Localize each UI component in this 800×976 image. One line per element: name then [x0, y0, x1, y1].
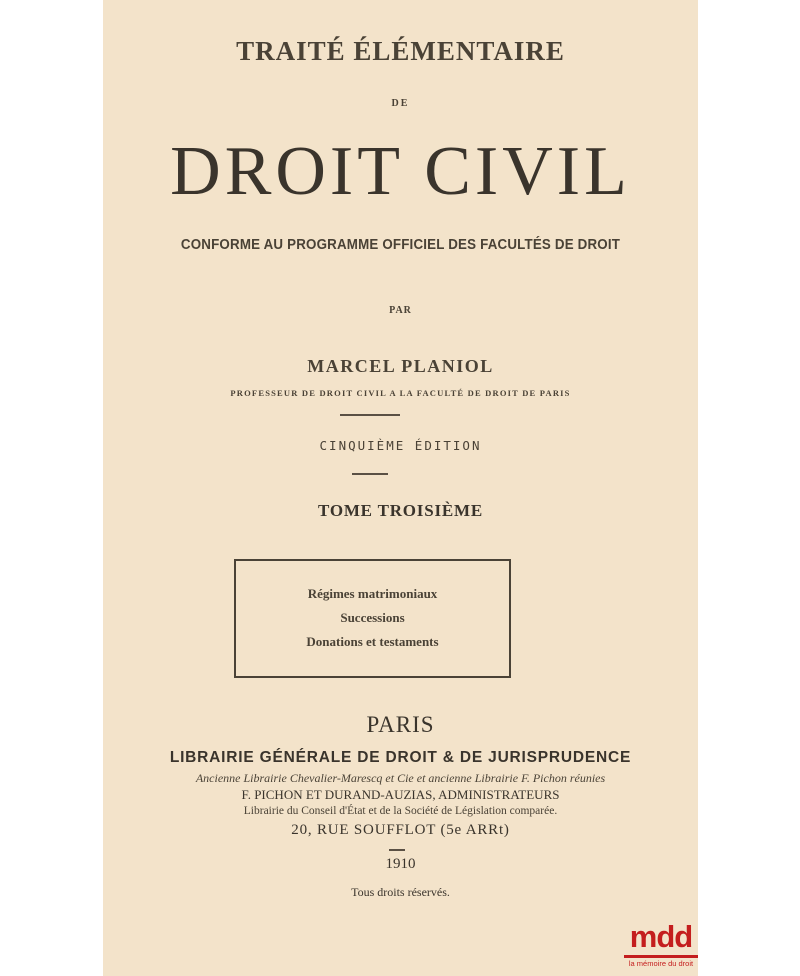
imprint-publisher: LIBRAIRIE GÉNÉRALE DE DROIT & DE JURISPRUDENCE — [169, 749, 632, 766]
contents-item: Successions — [340, 610, 405, 625]
by-line: PAR — [389, 305, 412, 316]
imprint-administrators: F. PICHON ET DURAND-AUZIAS, ADMINISTRATEURS — [241, 787, 560, 802]
imprint-bookseller: Librairie du Conseil d'État et de la Société de Législation comparée. — [243, 805, 558, 817]
title-line-1: TRAITÉ ÉLÉMENTAIRE — [236, 36, 565, 66]
divider-rule — [340, 414, 400, 416]
imprint-year: 1910 — [385, 856, 416, 872]
divider-rule — [389, 849, 405, 851]
author-name: MARCEL PLANIOL — [307, 356, 494, 376]
contents-box — [234, 559, 511, 678]
title-line-2: DE — [391, 98, 410, 109]
volume: TOME TROISIÈME — [317, 501, 484, 520]
logo-tagline: la mémoire du droit — [628, 959, 694, 968]
imprint-former: Ancienne Librairie Chevalier-Marescq et Cie et ancienne Librairie F. Pichon réunies — [195, 771, 606, 785]
watermark-logo — [622, 920, 700, 968]
imprint-rights: Tous droits réservés. — [351, 885, 450, 899]
title-page — [103, 0, 698, 976]
contents-item: Donations et testaments — [306, 634, 439, 649]
contents-item: Régimes matrimoniaux — [307, 586, 438, 601]
edition: CINQUIÈME ÉDITION — [319, 438, 482, 453]
imprint-city: PARIS — [366, 712, 435, 737]
mdd-logo-icon: mdd — [629, 919, 693, 954]
main-title: DROIT CIVIL — [170, 133, 631, 210]
imprint-address: 20, RUE SOUFFLOT (5e ARRt) — [291, 822, 510, 838]
divider-rule — [352, 473, 388, 475]
subtitle: CONFORME AU PROGRAMME OFFICIEL DES FACULTÉS DE DROIT — [180, 237, 621, 253]
logo-underline — [624, 955, 698, 958]
author-title: PROFESSEUR DE DROIT CIVIL A LA FACULTÉ DE DROIT DE PARIS — [230, 388, 571, 398]
